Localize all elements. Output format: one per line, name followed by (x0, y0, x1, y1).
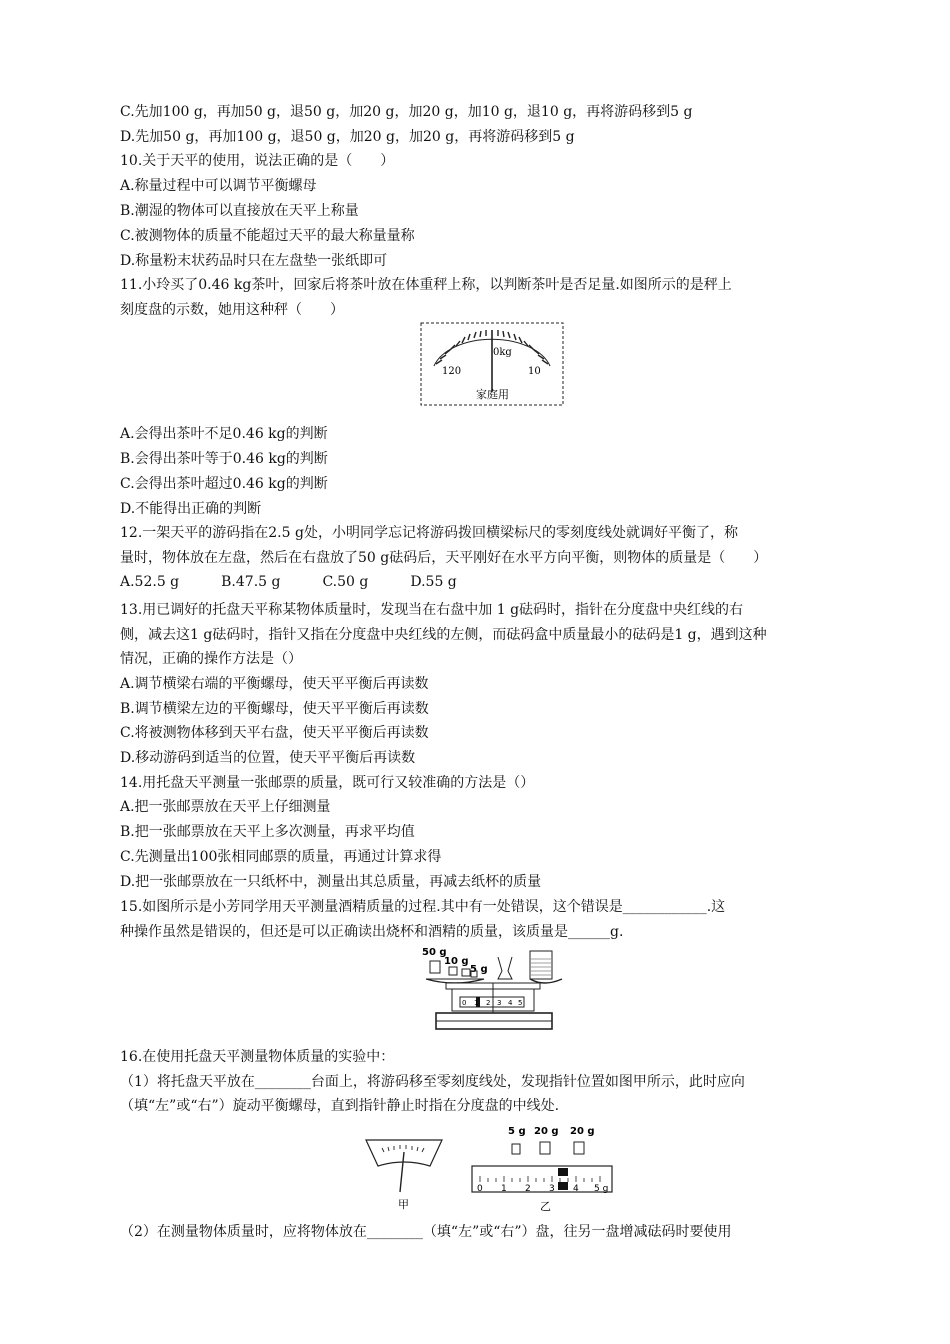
balance-figure (418, 943, 568, 1035)
pointer-and-rider-figure (360, 1122, 620, 1214)
dial-label-zero: 0kg (493, 347, 512, 358)
q13-stem-3: 情况，正确的操作方法是（） (120, 651, 302, 667)
q11-option-c: C.会得出茶叶超过0.46 kg的判断 (120, 476, 328, 492)
q13-stem-2: 侧，减去这1 g砝码时，指针又指在分度盘中央红线的左侧，而砝码盒中质量最小的砝码是1 g，遇到这种 (120, 627, 767, 643)
q11-stem-2: 刻度盘的示数，她用这种秤（ ） (120, 302, 344, 318)
rider-tick-4: 4 (573, 1184, 579, 1194)
beam-tick-0: 0 (462, 999, 467, 1007)
figure-caption-a: 甲 (398, 1198, 409, 1211)
q13-option-d: D.移动游码到适当的位置，使天平平衡后再读数 (120, 750, 416, 766)
dial-label-10: 10 (528, 366, 541, 377)
q12-options: A.52.5 g B.47.5 g C.50 g D.55 g (120, 574, 457, 590)
q16-part1-line1: （1）将托盘天平放在________台面上，将游码移至零刻度线处，发现指针位置如图甲所示，此时应向 (120, 1074, 745, 1090)
q10-option-d: D.称量粉末状药品时只在左盘垫一张纸即可 (120, 253, 388, 269)
q12-stem-1: 12.一架天平的游码指在2.5 g处，小明同学忘记将游码拨回横梁标尺的零刻度线处就调好平衡了，称 (120, 525, 738, 541)
q14-option-c: C.先测量出100张相同邮票的质量，再通过计算求得 (120, 849, 442, 865)
q13-option-b: B.调节横梁左边的平衡螺母，使天平平衡后再读数 (120, 701, 429, 717)
q14-stem: 14.用托盘天平测量一张邮票的质量，既可行又较准确的方法是（） (120, 775, 535, 791)
q15-stem-2: 种操作虽然是错误的，但还是可以正确读出烧杯和酒精的质量，该质量是______g. (120, 924, 624, 940)
q12-stem-2: 量时，物体放在左盘，然后在右盘放了50 g砝码后，天平刚好在水平方向平衡，则物体的质量是（ ） (120, 550, 768, 566)
rider-tick-0: 0 (477, 1184, 483, 1194)
figure-caption-b: 乙 (540, 1200, 551, 1213)
rider-weight-20g-2: 20 g (570, 1126, 595, 1137)
beam-tick-5: 5 (518, 999, 523, 1007)
rider-tick-3: 3 (549, 1184, 555, 1194)
rider-weight-5g: 5 g (508, 1126, 526, 1137)
scale-dial-figure (420, 322, 564, 406)
q9-option-c: C.先加100 g，再加50 g，退50 g，加20 g，加20 g，加10 g，退10 g，再将游码移到5 g (120, 104, 693, 120)
dial-caption: 家庭用 (476, 388, 509, 401)
beam-tick-4: 4 (508, 999, 513, 1007)
weight-label-5g: 5 g (470, 964, 488, 975)
q14-option-b: B.把一张邮票放在天平上多次测量，再求平均值 (120, 824, 415, 840)
rider-weight-20g-1: 20 g (534, 1126, 559, 1137)
q10-option-b: B.潮湿的物体可以直接放在天平上称量 (120, 203, 359, 219)
q11-option-a: A.会得出茶叶不足0.46 kg的判断 (120, 426, 328, 442)
beam-tick-1: 1 (474, 999, 479, 1007)
q11-option-d: D.不能得出正确的判断 (120, 501, 262, 517)
q16-part2-line1: （2）在测量物体质量时，应将物体放在________（填“左”或“右”）盘，往另一盘增减砝码时要使用 (120, 1224, 732, 1240)
q14-option-a: A.把一张邮票放在天平上仔细测量 (120, 799, 331, 815)
q11-option-b: B.会得出茶叶等于0.46 kg的判断 (120, 451, 328, 467)
rider-tick-2: 2 (525, 1184, 531, 1194)
q10-stem: 10.关于天平的使用，说法正确的是（ ） (120, 153, 395, 169)
q16-part1-line2: （填“左”或“右”）旋动平衡螺母，直到指针静止时指在分度盘的中线处. (120, 1098, 560, 1114)
q15-stem-1: 15.如图所示是小芳同学用天平测量酒精质量的过程.其中有一处错误，这个错误是____________.这 (120, 899, 726, 915)
q11-stem-1: 11.小玲买了0.46 kg茶叶，回家后将茶叶放在体重秤上称，以判断茶叶是否足量.如图所示的是秤上 (120, 277, 732, 293)
q10-option-a: A.称量过程中可以调节平衡螺母 (120, 178, 317, 194)
beam-tick-3: 3 (497, 999, 502, 1007)
dial-label-120: 120 (442, 366, 462, 377)
weight-label-50g: 50 g (422, 947, 447, 958)
q9-option-d: D.先加50 g，再加100 g，退50 g，加20 g，加20 g，再将游码移到5 g (120, 129, 575, 145)
q13-option-c: C.将被测物体移到天平右盘，使天平平衡后再读数 (120, 725, 429, 741)
rider-tick-1: 1 (501, 1184, 507, 1194)
rider-tick-5: 5 g (594, 1184, 609, 1194)
beam-tick-2: 2 (486, 999, 491, 1007)
q14-option-d: D.把一张邮票放在一只纸杯中，测量出其总质量，再减去纸杯的质量 (120, 874, 542, 890)
weight-label-10g: 10 g (444, 956, 469, 967)
q16-stem: 16.在使用托盘天平测量物体质量的实验中： (120, 1049, 395, 1065)
q13-stem-1: 13.用已调好的托盘天平称某物体质量时，发现当在右盘中加 1 g砝码时，指针在分度盘中央红线的右 (120, 602, 744, 618)
q10-option-c: C.被测物体的质量不能超过天平的最大称量量称 (120, 228, 415, 244)
q13-option-a: A.调节横梁右端的平衡螺母，使天平平衡后再读数 (120, 676, 429, 692)
